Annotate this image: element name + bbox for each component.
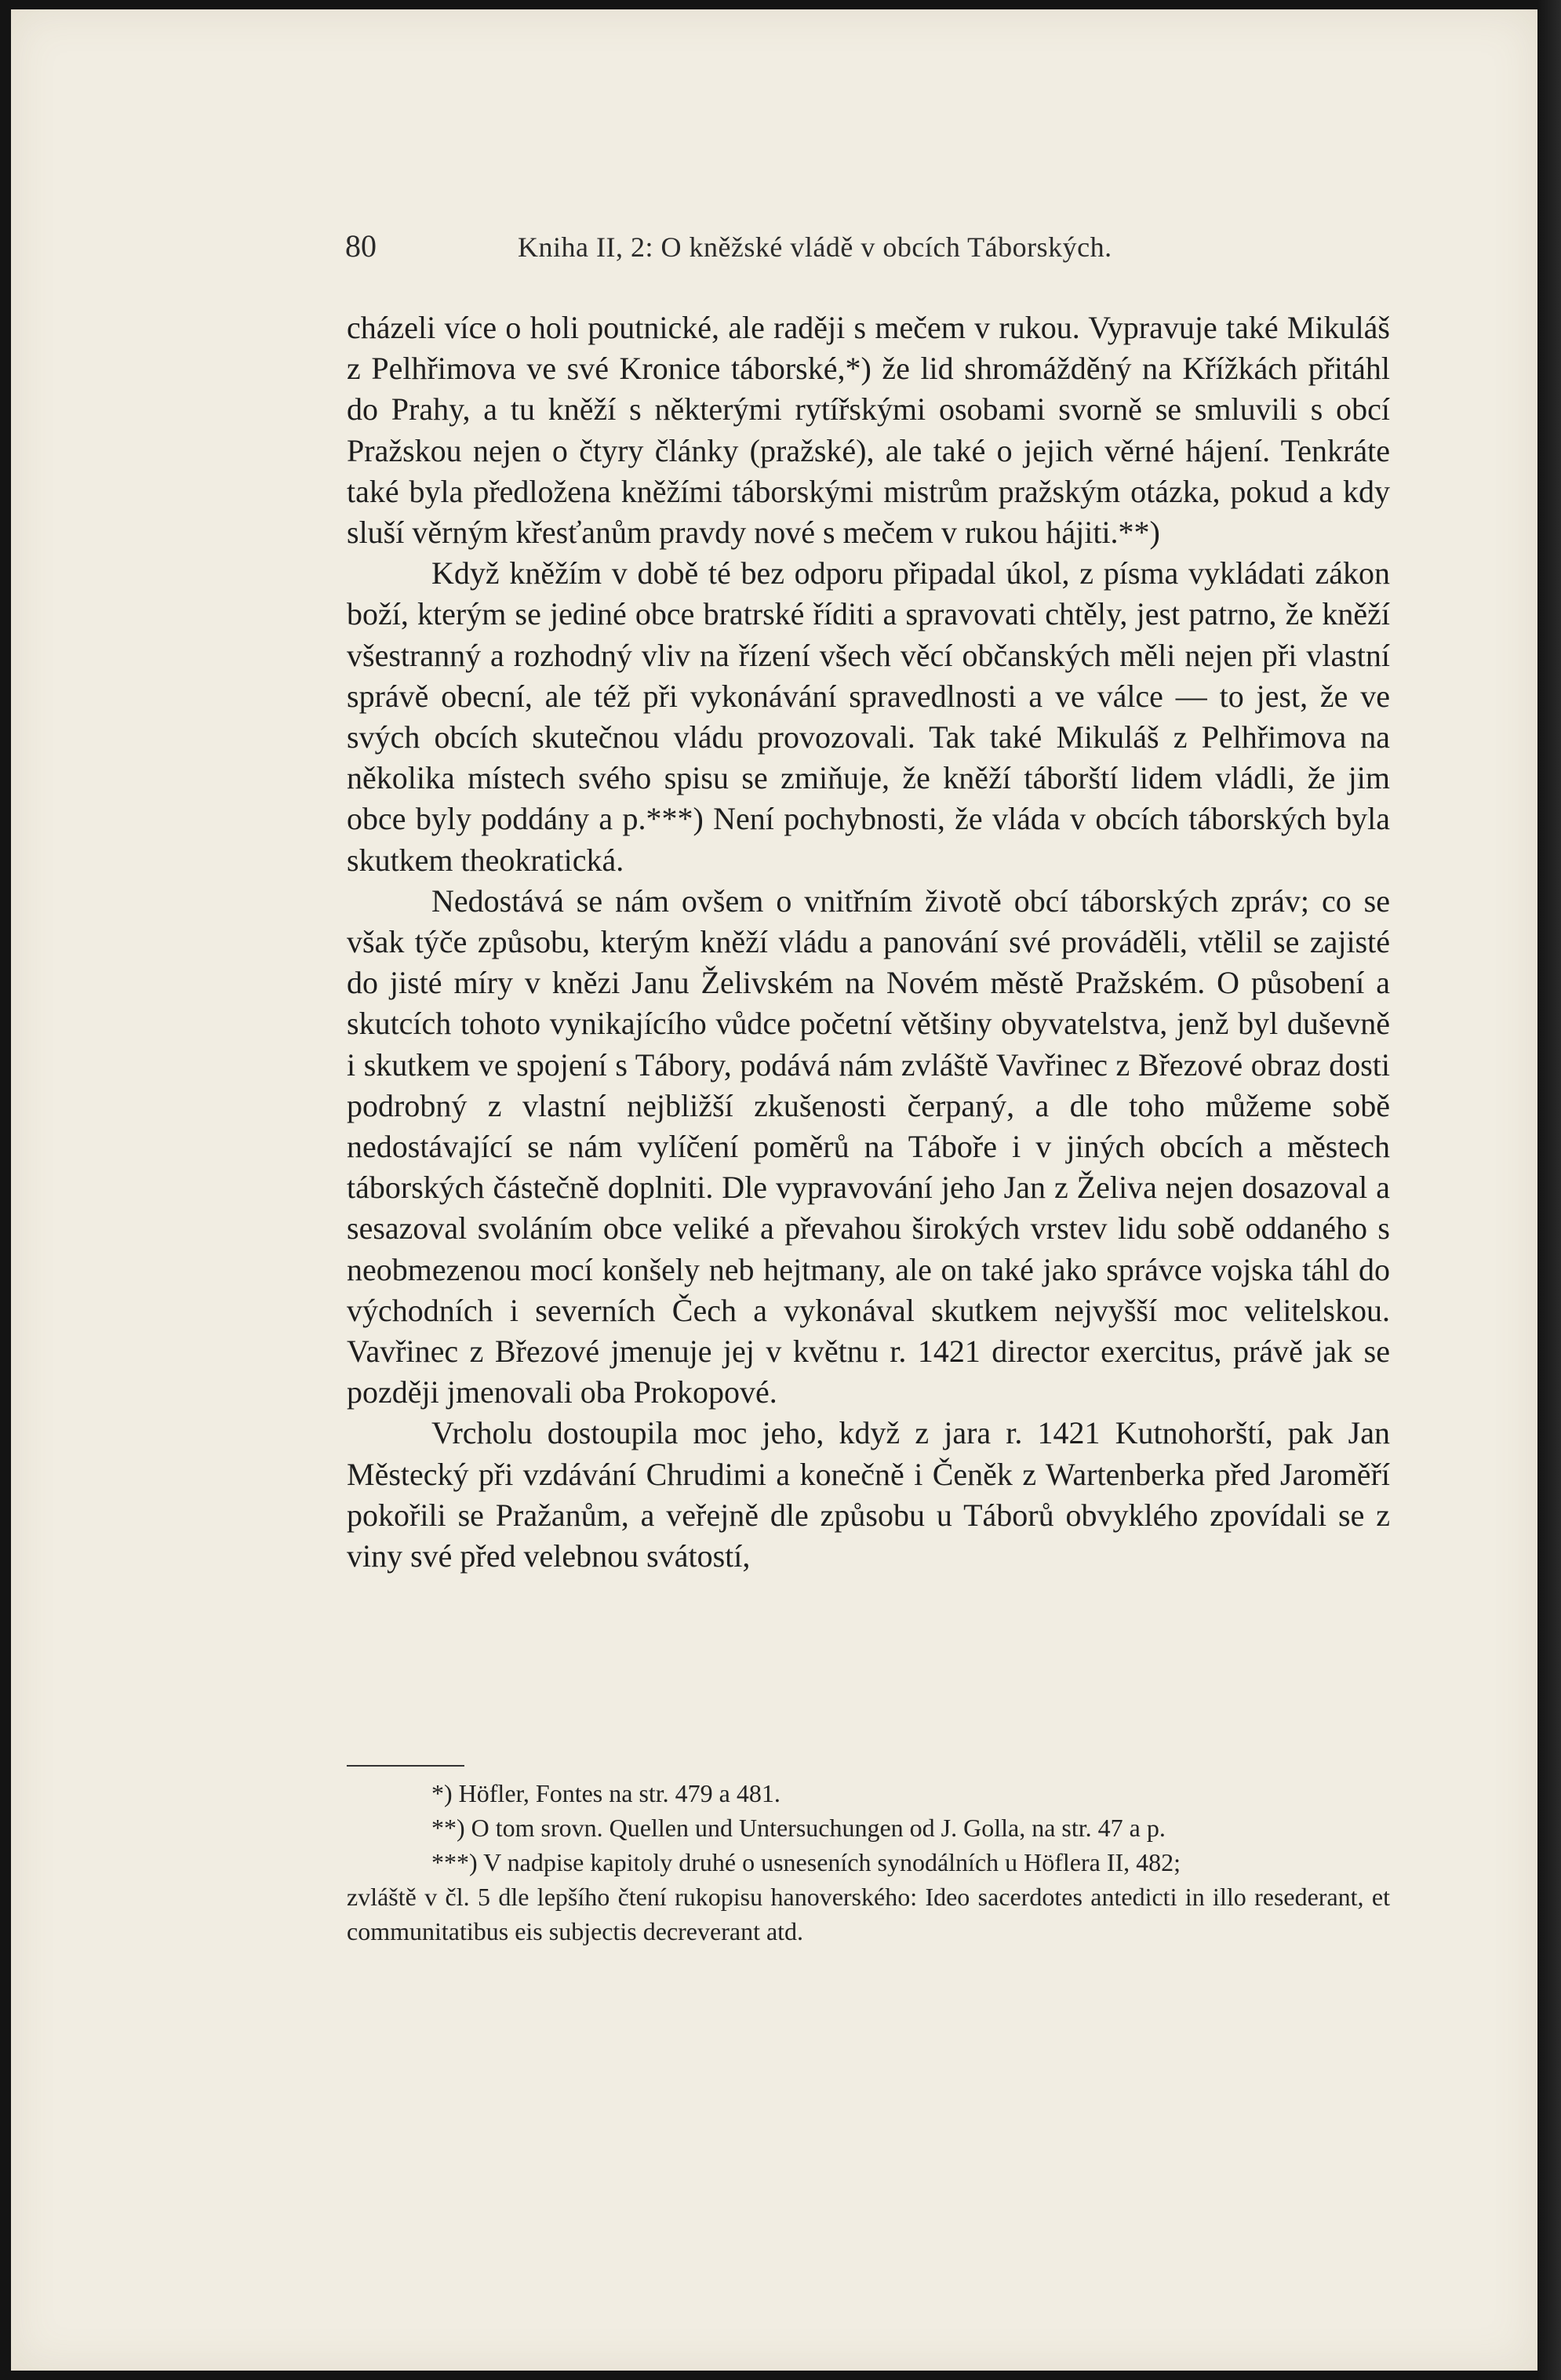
footnote-rule xyxy=(347,1765,464,1767)
paragraph: Vrcholu dostoupila moc jeho, když z jara r. 1421 Kutnohorští, pak Jan Městecký při vzdávání Chrudimi a konečně i Čeněk z Wartenberka před Jaroměří pokořili se Pražanům, a veřejně dle způsobu u Táborů obvyklého zpovídali se z viny své před velebnou svátostí, xyxy=(347,1415,1390,1574)
paragraph: Když kněžím v době té bez odporu připadal úkol, z písma vykládati zákon boží, kterým se jediné obce bratrské říditi a spravovati chtěly, jest patrno, že kněží všestranný a rozhodný vliv na řízení všech věcí občanských měli nejen při vlastní správě obecní, ale též při vykonávání spravedlnosti a ve válce — to jest, že ve svých obcích skutečnou vládu provozovali. Tak také Mikuláš z Pelhřimova na několika místech svého spisu se zmiňuje, že kněží táborští lidem vládli, že jim obce byly poddány a p.***) Není pochybnosti, že vláda v obcích táborských byla skutkem theokratická. xyxy=(347,555,1390,878)
footnotes xyxy=(347,1776,1390,1949)
footnote: *) Höfler, Fontes na str. 479 a 481. xyxy=(431,1779,780,1807)
footnote: ***) V nadpise kapitoly druhé o usneseních synodálních u Höflera II, 482; xyxy=(431,1848,1181,1876)
book-edge xyxy=(1537,0,1561,2380)
page-header xyxy=(345,227,1388,275)
main-text xyxy=(347,308,1390,1577)
running-title: Kniha II, 2: O kněžské vládě v obcích Táborských. xyxy=(518,231,1112,263)
paragraph: Nedostává se nám ovšem o vnitřním životě obcí táborských zpráv; co se však týče způsobu, kterým kněží vládu a panování své prováděli, vtělil se zajisté do jisté míry v knězi Janu Želivském na Novém městě Pražském. O působení a skutcích tohoto vynikajícího vůdce početní většiny obyvatelstva, jenž byl duševně i skutkem ve spojení s Tábory, podává nám zvláště Vavřinec z Březové obraz dosti podrobný z vlastní nejbližší zkušenosti čerpaný, a dle toho můžeme sobě nedostávající se nám vylíčení poměrů na Táboře i v jiných obcích a městech táborských částečně doplniti. Dle vypravování jeho Jan z Želiva nejen dosazoval a sesazoval svoláním obce veliké a převahou širokých vrstev lidu sobě oddaného s neobmezenou mocí konšely neb hejtmany, ale on také jako správce vojska táhl do východních i severních Čech a vykonával skutkem nejvyšší moc velitelskou. Vavřinec z Březové jmenuje jej v květnu r. 1421 director exercitus, právě jak se později jmenovali oba Prokopové. xyxy=(347,882,1390,1410)
footnote-continuation: zvláště v čl. 5 dle lepšího čtení rukopisu hanoverského: Ideo sacerdotes antedicti in illo resederant, et communitatibus eis subjectis decreverant atd. xyxy=(347,1883,1390,1945)
page-number: 80 xyxy=(345,228,377,264)
paragraph: cházeli více o holi poutnické, ale raději s mečem v rukou. Vypravuje také Mikuláš z Pelhřimova ve své Kronice táborské,*) že lid shromážděný na Křížkách přitáhl do Prahy, a tu kněží s některými rytířskými osobami svorně se smluvili s obcí Pražskou nejen o čtyry články (pražské), ale také o jejich věrné hájení. Tenkráte také byla předložena kněžími táborskými mistrům pražským otázka, pokud a kdy sluší věrným křesťanům pravdy nové s mečem v rukou hájiti.**) xyxy=(347,310,1390,551)
footnote: **) O tom srovn. Quellen und Untersuchungen od J. Golla, na str. 47 a p. xyxy=(431,1814,1166,1842)
